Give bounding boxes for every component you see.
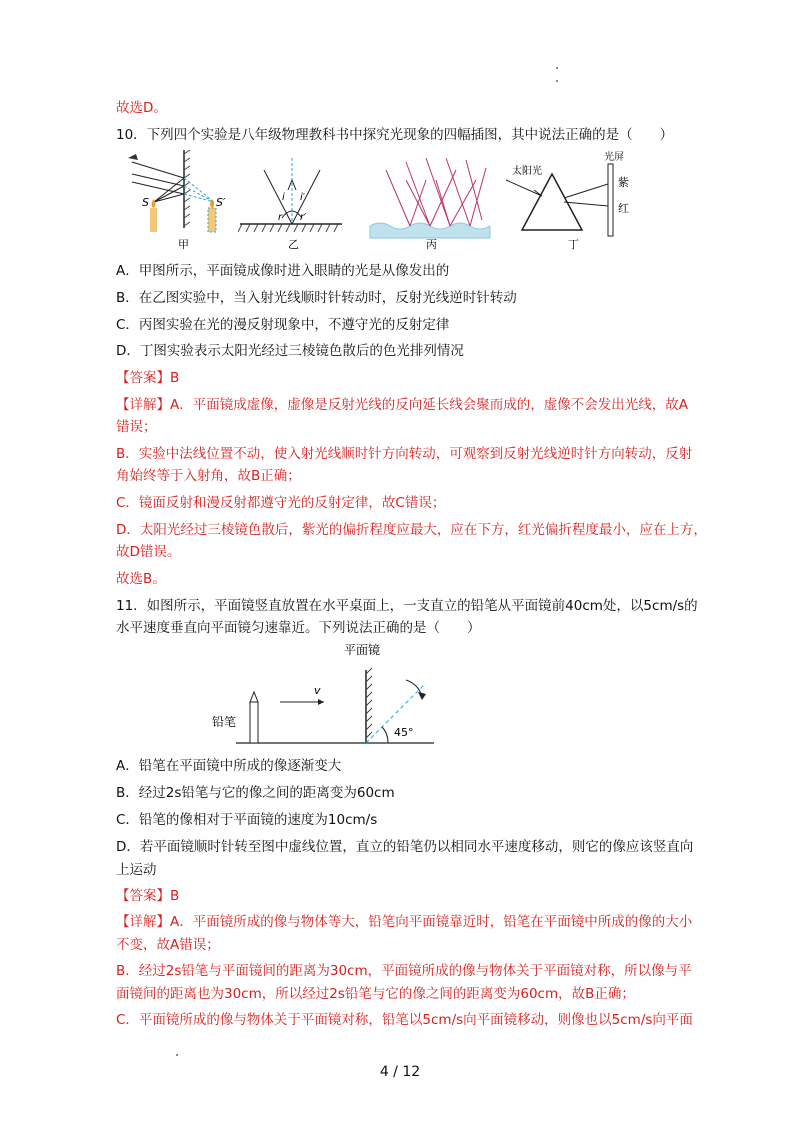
explanation-10-d-cont: 故D错误。 [116, 544, 181, 560]
label-s-prime: S′ [216, 196, 226, 209]
speck [556, 80, 558, 82]
option-11b: B．经过2s铅笔与它的像之间的距离变为60cm [116, 785, 395, 801]
label-yi: 乙 [288, 238, 299, 250]
explanation-10-a-cont: 错误； [116, 419, 157, 435]
explanation-11-a-cont: 不变，故A错误； [116, 937, 220, 953]
explanation-10-a [116, 395, 688, 415]
label-s: S [142, 196, 149, 209]
label-sunlight: 太阳光 [512, 166, 542, 177]
label-v: v [314, 684, 321, 697]
figure-bing [366, 150, 498, 250]
answer-tag: 【答案】 [116, 888, 170, 904]
speck [556, 67, 558, 69]
label-purple: 紫 [618, 176, 629, 189]
conclusion-line: 故选D。 [116, 100, 167, 116]
option-10d: D．丁图实验表示太阳光经过三棱镜色散后的色光排列情况 [116, 343, 464, 359]
label-red: 红 [618, 202, 629, 215]
explanation-text: A．平面镜所成的像与物体等大，铅笔向平面镜靠近时，铅笔在平面镜中所成的像的大小 [170, 914, 693, 930]
explanation-tag: 【详解】 [116, 397, 170, 413]
answer-11 [116, 886, 179, 906]
option-10a: A．甲图所示，平面镜成像时进入眼睛的光是从像发出的 [116, 263, 450, 279]
option-11d-cont: 上运动 [116, 862, 157, 878]
explanation-10-b-cont: 角始终等于入射角，故B正确； [116, 468, 301, 484]
explanation-10-b: B．实验中法线位置不动，使入射光线顺时针方向转动，可观察到反射光线逆时针方向转动，反射 [116, 446, 693, 462]
label-r: r [278, 212, 283, 223]
explanation-11-b: B．经过2s铅笔与平面镜间的距离为30cm，平面镜所成的像与物体关于平面镜对称，所以像与平 [116, 963, 692, 979]
figure-yi [238, 150, 348, 250]
label-ding: 丁 [568, 238, 579, 250]
label-jia: 甲 [178, 238, 189, 250]
label-i-prime: i′ [300, 192, 306, 203]
option-11a: A．铅笔在平面镜中所成的像逐渐变大 [116, 758, 342, 774]
question-11: 11．如图所示，平面镜竖直放置在水平桌面上，一支直立的铅笔从平面镜前40cm处，以5cm/s的 [116, 598, 698, 614]
label-screen: 光屏 [604, 152, 624, 163]
explanation-11-b-cont: 面镜间的距离也为30cm，所以经过2s铅笔与它的像之间的距离变为60cm，故B正确； [116, 986, 635, 1002]
conclusion-10: 故选B。 [116, 571, 166, 587]
answer-value: B [170, 370, 180, 386]
label-mirror: 平面镜 [344, 643, 381, 657]
label-bing: 丙 [426, 238, 437, 250]
answer-tag: 【答案】 [116, 370, 170, 386]
explanation-11-a [116, 912, 692, 932]
answer-value: B [170, 888, 180, 904]
figure-jia [124, 150, 240, 250]
option-11d: D．若平面镜顺时针转至图中虚线位置，直立的铅笔仍以相同水平速度移动，则它的像应该竖直向 [116, 839, 694, 855]
option-10b: B．在乙图实验中，当入射光线顺时针转动时，反射光线逆时针转动 [116, 290, 517, 306]
explanation-10-d: D．太阳光经过三棱镜色散后，紫光的偏折程度应最大，应在下方，红光偏折程度最小，应在上方， [116, 522, 707, 538]
figure-ding [504, 150, 640, 250]
label-r-prime: r′ [300, 212, 307, 223]
label-pencil: 铅笔 [212, 715, 237, 729]
figure-mirror-pencil [206, 640, 446, 752]
page-number: 4 / 12 [379, 1064, 421, 1080]
label-i: i [282, 192, 285, 203]
explanation-10-c: C．镜面反射和漫反射都遵守光的反射定律，故C错误； [116, 495, 446, 511]
explanation-text: A．平面镜成虚像，虚像是反射光线的反向延长线会聚而成的，虚像不会发出光线，故A [170, 397, 688, 413]
speck [176, 1054, 178, 1056]
question-10: 10．下列四个实验是八年级物理教科书中探究光现象的四幅插图，其中说法正确的是（ ） [116, 127, 674, 143]
label-angle: 45° [394, 726, 414, 739]
answer-10 [116, 368, 179, 388]
question-11-cont: 水平速度垂直向平面镜匀速靠近。下列说法正确的是（ ） [116, 620, 481, 636]
option-11c: C．铅笔的像相对于平面镜的速度为10cm/s [116, 812, 378, 828]
option-10c: C．丙图实验在光的漫反射现象中，不遵守光的反射定律 [116, 317, 450, 333]
explanation-tag: 【详解】 [116, 914, 170, 930]
explanation-11-c: C．平面镜所成的像与物体关于平面镜对称，铅笔以5cm/s向平面镜移动，则像也以5cm/s向平面 [116, 1012, 693, 1028]
